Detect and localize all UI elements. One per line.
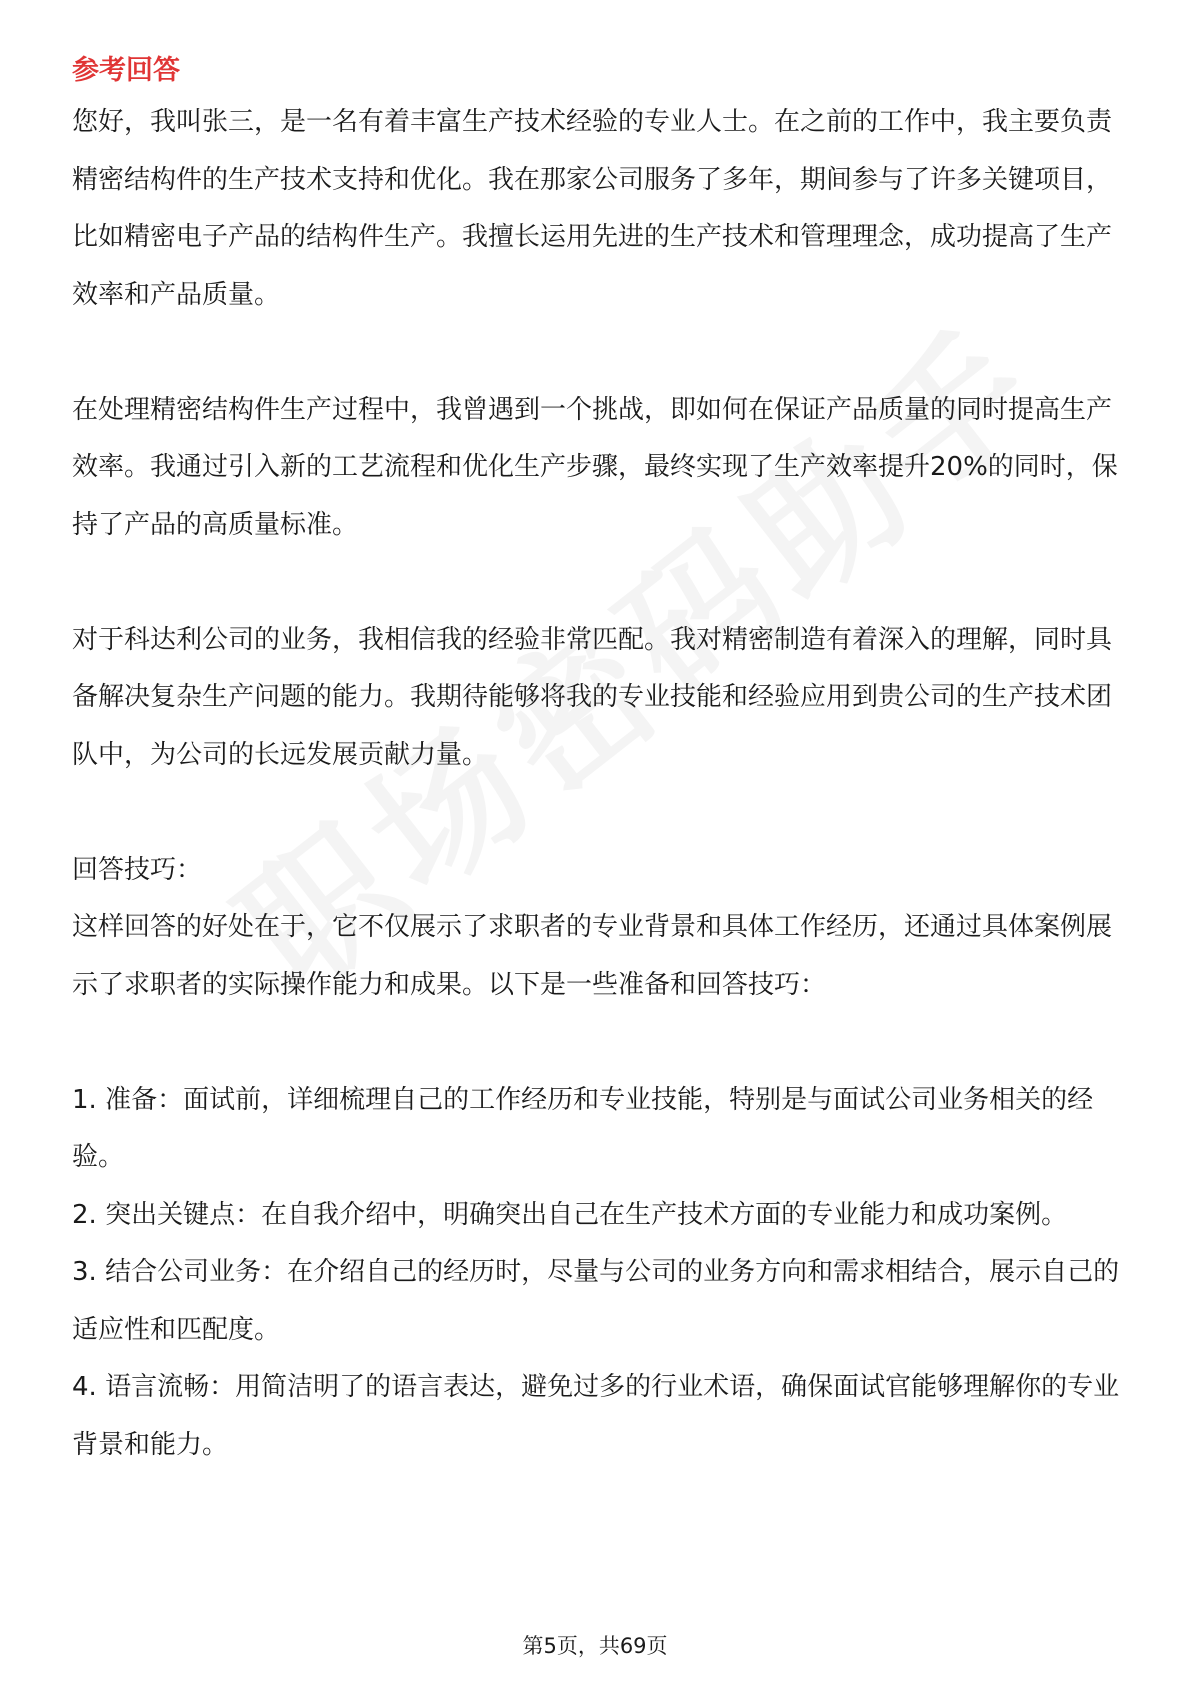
page-number: 第5页，共69页 [522, 1634, 668, 1658]
page-content [72, 48, 1122, 1474]
answer-paragraph-1: 您好，我叫张三，是一名有着丰富生产技术经验的专业人士。在之前的工作中，我主要负责精密结构件的生产技术支持和优化。我在那家公司服务了多年，期间参与了许多关键项目，比如精密电子产品的结构件生产。我擅长运用先进的生产技术和管理理念，成功提高了生产效率和产品质量。 [72, 107, 1113, 310]
paragraph-gap [72, 784, 1122, 842]
tips-intro: 这样回答的好处在于，它不仅展示了求职者的专业背景和具体工作经历，还通过具体案例展示了求职者的实际操作能力和成果。以下是一些准备和回答技巧： [72, 912, 1113, 1000]
answer-paragraph-3: 对于科达利公司的业务，我相信我的经验非常匹配。我对精密制造有着深入的理解，同时具备解决复杂生产问题的能力。我期待能够将我的专业技能和经验应用到贵公司的生产技术团队中，为公司的长远发展贡献力量。 [72, 624, 1113, 770]
answer-paragraph-2: 在处理精密结构件生产过程中，我曾遇到一个挑战，即如何在保证产品质量的同时提高生产效率。我通过引入新的工艺流程和优化生产步骤，最终实现了生产效率提升20%的同时，保持了产品的高质量标准。 [72, 394, 1118, 540]
tip-item-3: 3. 结合公司业务：在介绍自己的经历时，尽量与公司的业务方向和需求相结合，展示自己的适应性和匹配度。 [72, 1257, 1120, 1345]
tip-item-4: 4. 语言流畅：用简洁明了的语言表达，避免过多的行业术语，确保面试官能够理解你的专业背景和能力。 [72, 1372, 1120, 1460]
paragraph-gap [72, 1014, 1122, 1072]
paragraph-gap [72, 554, 1122, 612]
tips-title: 回答技巧： [72, 854, 203, 885]
tip-item-2: 2. 突出关键点：在自我介绍中，明确突出自己在生产技术方面的专业能力和成功案例。 [72, 1199, 1068, 1230]
tip-item-1: 1. 准备：面试前，详细梳理自己的工作经历和专业技能，特别是与面试公司业务相关的经验。 [72, 1084, 1094, 1172]
paragraph-gap [72, 324, 1122, 382]
section-heading: 参考回答 [72, 55, 180, 86]
